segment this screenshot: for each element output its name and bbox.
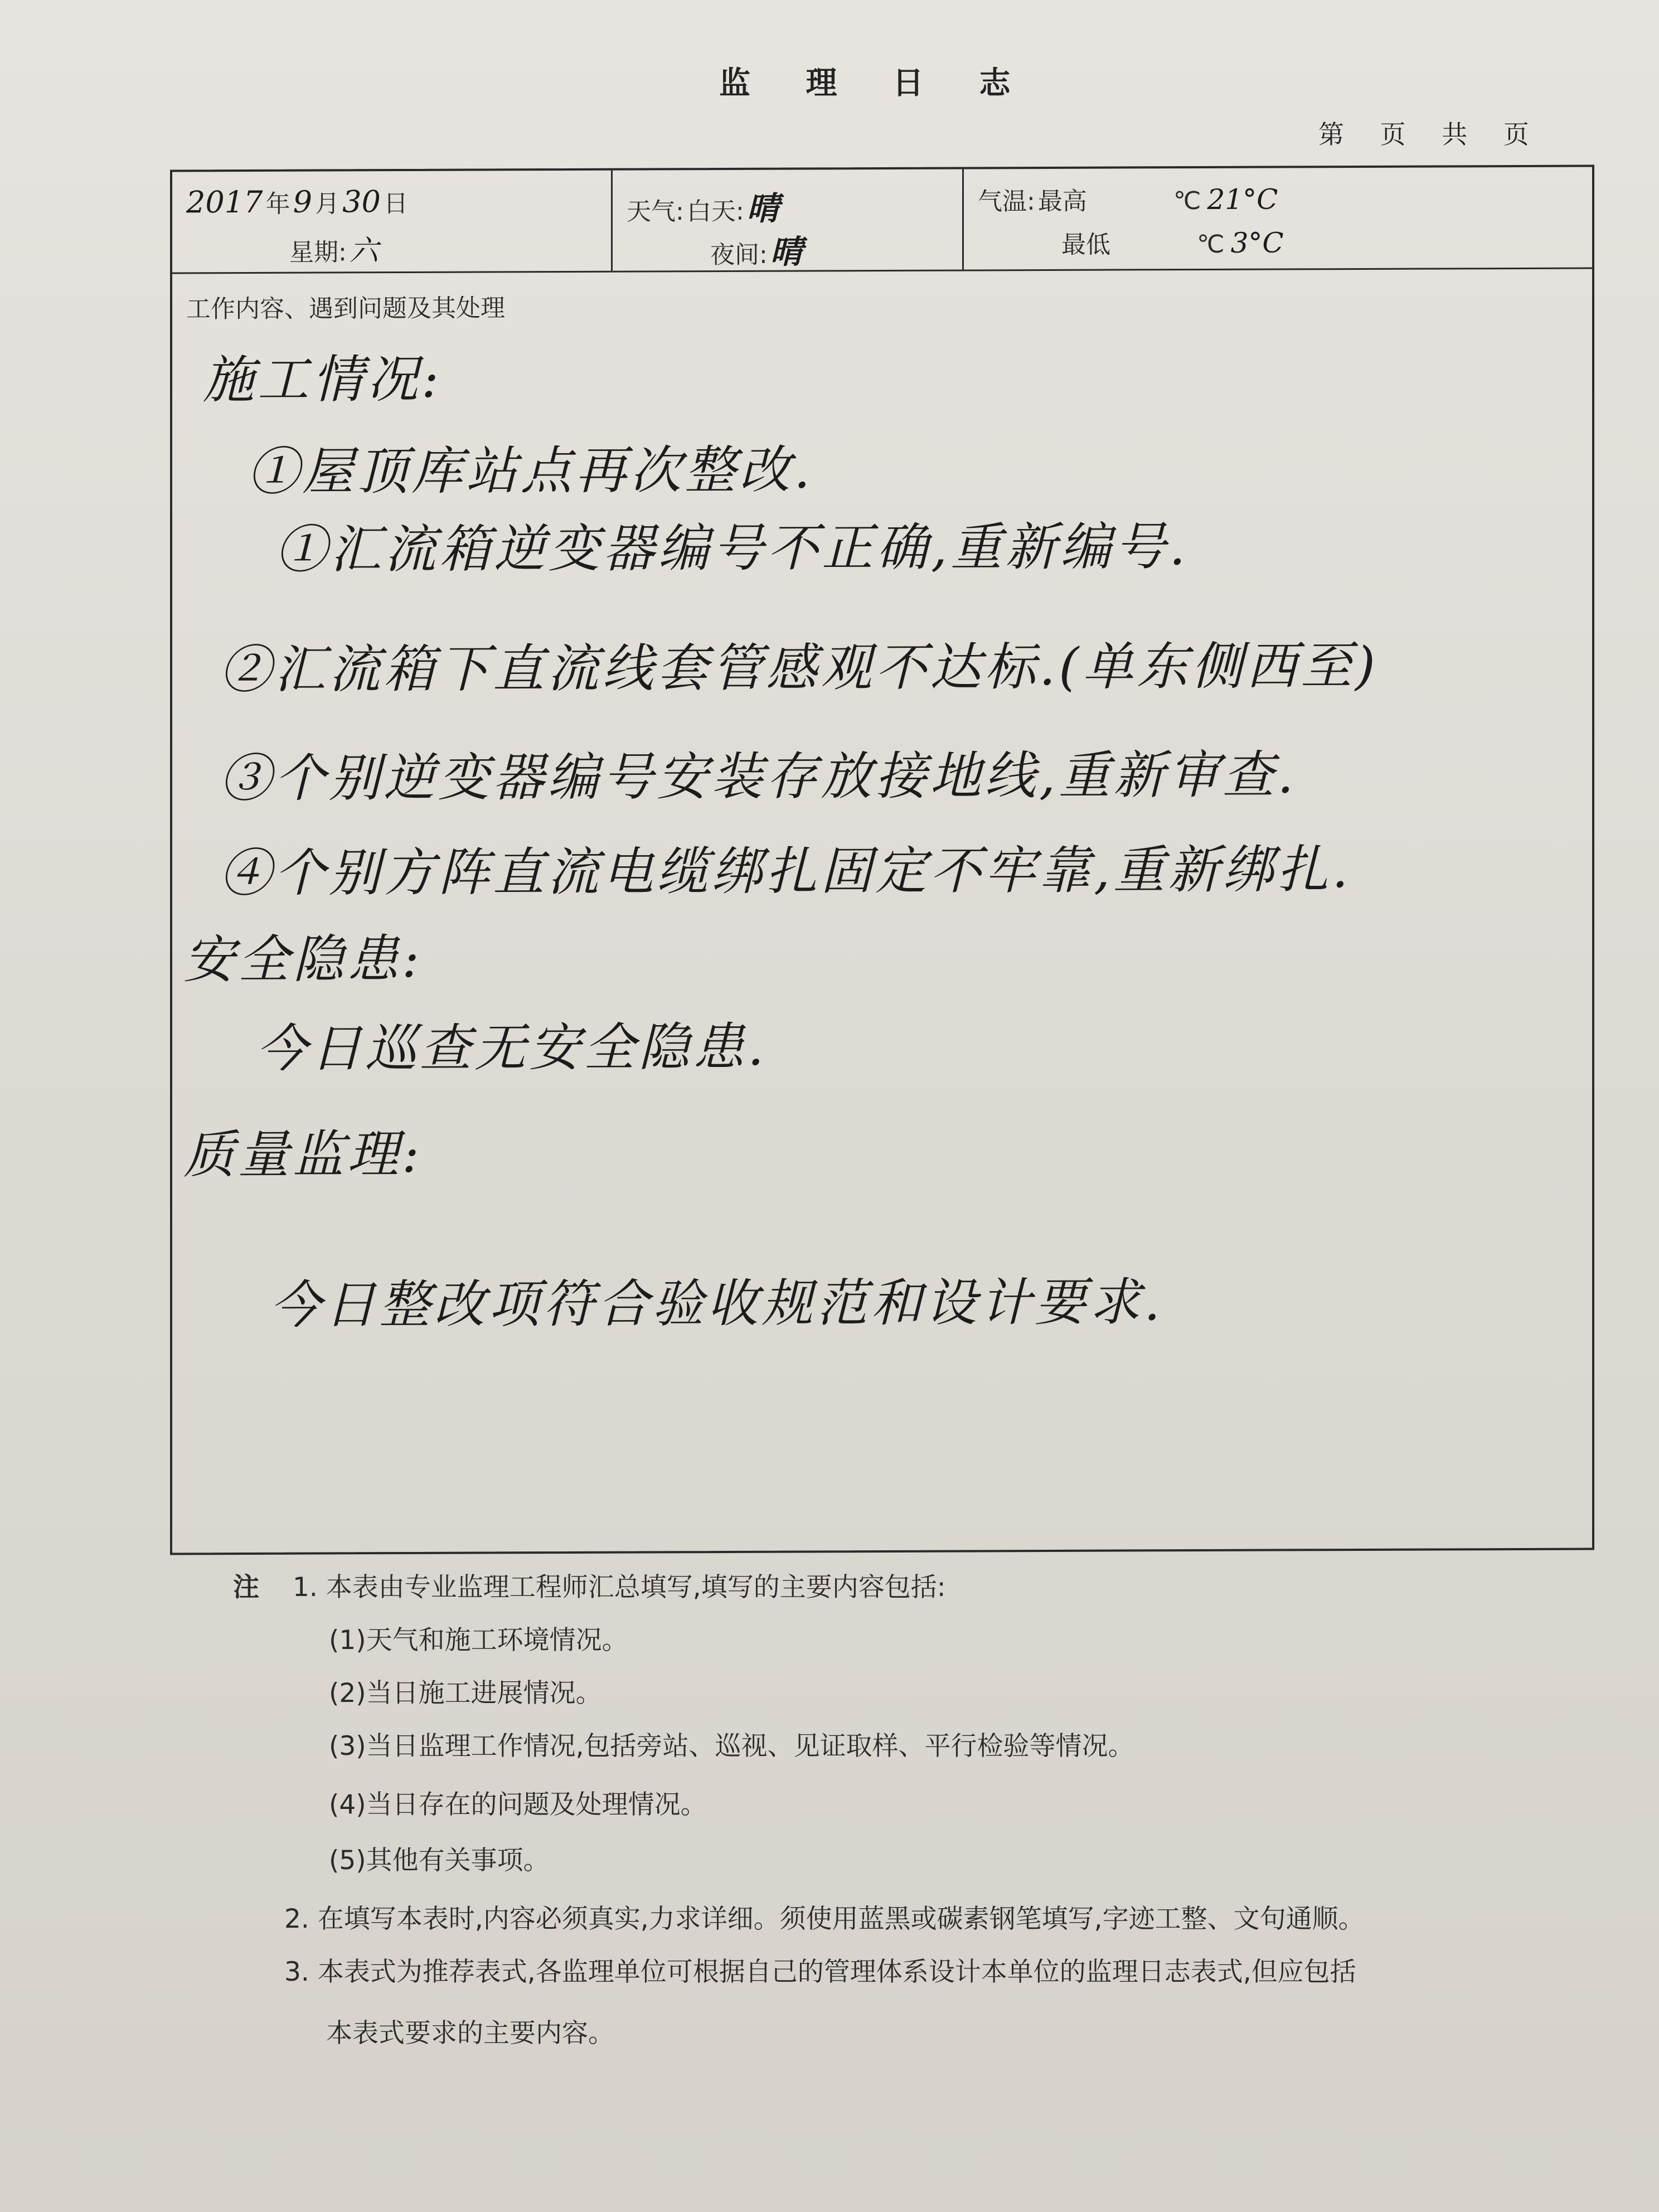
weather-day-line	[627, 182, 779, 230]
note-line: ③个别逆变器编号安装存放接地线,重新审查.	[220, 745, 1297, 809]
instruction-subitem: (2)当日施工进展情况。	[329, 1678, 602, 1709]
note-line: 今日巡查无安全隐患.	[256, 1017, 768, 1079]
temperature-cell	[964, 167, 1594, 270]
temperature-high-value: 21°C	[1207, 183, 1278, 216]
note-line: ①汇流箱逆变器编号不正确,重新编号.	[275, 517, 1189, 580]
content-section-label: 工作内容、遇到问题及其处理	[186, 294, 505, 324]
instruction-subitem: (1)天气和施工环境情况。	[329, 1625, 628, 1656]
date-day: 30	[342, 184, 381, 220]
temperature-high-unit: ℃	[1173, 187, 1201, 216]
note-marker: 注	[233, 1572, 259, 1603]
weather-night-line	[710, 225, 803, 273]
date-month-label: 月	[315, 190, 340, 219]
log-table	[170, 165, 1594, 1555]
instruction-item: 3. 本表式为推荐表式,各监理单位可根据自己的管理体系设计本单位的监理日志表式,但应包括	[284, 1957, 1356, 1987]
temperature-low-value: 3°C	[1230, 226, 1284, 259]
note-line: 施工情况:	[203, 349, 442, 410]
weather-label: 天气:	[627, 197, 684, 226]
note-line: 今日整改项符合验收规范和设计要求.	[270, 1272, 1164, 1335]
date-day-label: 日	[383, 189, 408, 219]
date-cell	[172, 171, 613, 273]
instruction-subitem: (5)其他有关事项。	[329, 1845, 550, 1876]
weekday-line	[289, 227, 379, 269]
instruction-subitem: (4)当日存在的问题及处理情况。	[329, 1789, 707, 1820]
temperature-low-unit: ℃	[1197, 230, 1225, 259]
weekday-label: 星期:	[289, 238, 347, 267]
page-ye: 页	[1380, 119, 1406, 149]
temperature-label: 气温:	[978, 187, 1035, 216]
temperature-low-line	[1061, 224, 1284, 260]
instruction-item-continued: 本表式要求的主要内容。	[326, 2018, 614, 2049]
note-line: ①屋顶库站点再次整改.	[248, 440, 814, 502]
date-year-label: 年	[265, 190, 290, 219]
temperature-high-line	[978, 181, 1278, 217]
weather-cell	[613, 169, 964, 270]
instruction-subitem: (3)当日监理工作情况,包括旁站、巡视、见证取样、平行检验等情况。	[329, 1731, 1134, 1762]
page-ye-total: 页	[1503, 119, 1529, 149]
page-di: 第	[1318, 119, 1344, 149]
note-line: 质量监理:	[183, 1124, 423, 1185]
page-title: 监 理 日 志	[719, 65, 1033, 101]
instruction-item: 2. 在填写本表时,内容必须真实,力求详细。须使用蓝黑或碳素钢笔填写,字迹工整、文句通顺。	[284, 1904, 1365, 1934]
weather-night-value: 晴	[770, 232, 803, 271]
date-month: 9	[293, 184, 312, 220]
temperature-high-label: 最高	[1037, 187, 1087, 216]
page-number-info	[1318, 114, 1541, 151]
date-year: 2017	[186, 184, 263, 220]
weather-day-label: 白天:	[686, 197, 744, 226]
weather-night-label: 夜间:	[710, 240, 768, 270]
weather-day-value: 晴	[746, 189, 779, 227]
date-line	[186, 183, 408, 220]
note-line: 安全隐患:	[183, 929, 423, 990]
temperature-low-label: 最低	[1061, 230, 1110, 259]
page-gong: 共	[1442, 119, 1468, 149]
instruction-item: 1. 本表由专业监理工程师汇总填写,填写的主要内容包括:	[293, 1572, 946, 1603]
note-line: ④个别方阵直流电缆绑扎固定不牢靠,重新绑扎.	[220, 840, 1352, 904]
weekday-value: 六	[349, 234, 379, 268]
note-line: ②汇流箱下直流线套管感观不达标.(单东侧西至)	[220, 636, 1379, 700]
info-row	[172, 167, 1592, 274]
